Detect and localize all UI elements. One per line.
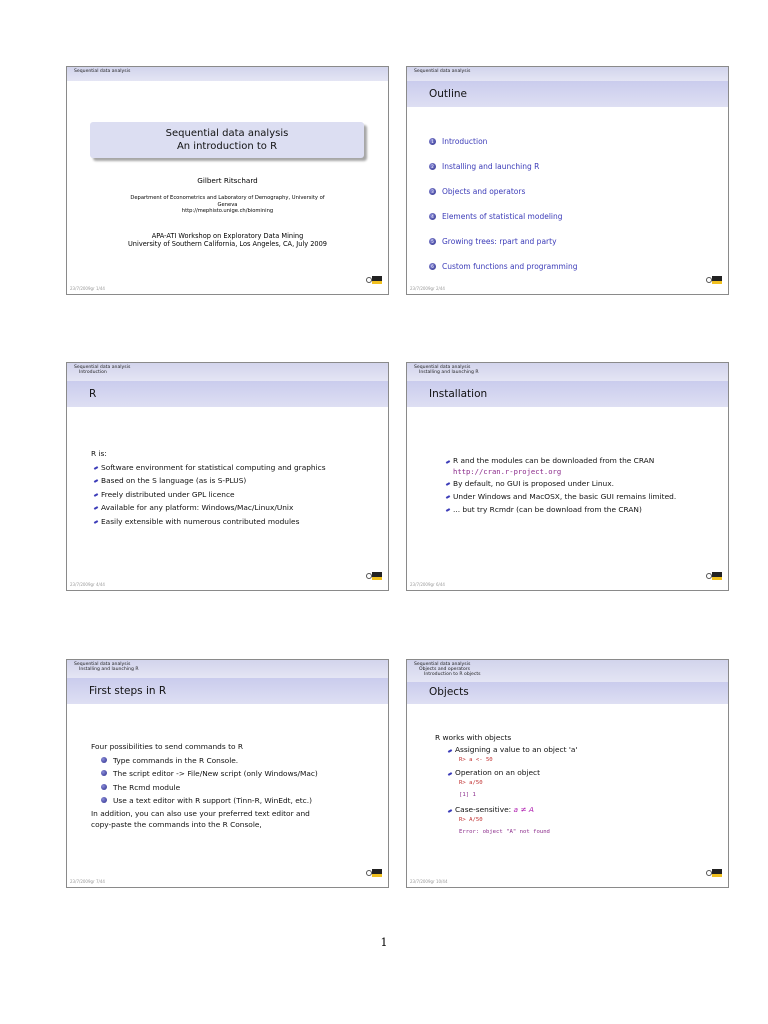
tail-text: In addition, you can also use your preferred text editor and: [91, 808, 310, 818]
slide-title: R: [89, 388, 97, 400]
breadcrumb-section: Installing and launching R: [79, 667, 139, 673]
breadcrumb: Sequential data analysis: [74, 69, 131, 74]
slide-footer: 23/7/2009gr 7/44: [70, 879, 105, 884]
presentation-title: Sequential data analysis: [165, 128, 289, 139]
slide-header: [407, 363, 728, 381]
list-item: Easily extensible with numerous contributed modules: [101, 515, 326, 529]
breadcrumb-section: Introduction: [79, 370, 107, 376]
slide-header: [67, 660, 388, 678]
breadcrumb: Sequential data analysis: [414, 365, 471, 370]
affiliation-line: Department of Econometrics and Laboratory of Demography, University of: [130, 195, 325, 201]
section-number-icon: 3: [429, 188, 436, 195]
list-item-text: The script editor -> File/New script (only Windows/Mac): [113, 769, 318, 778]
slide-footer: 23/7/2009gr 1/44: [70, 286, 105, 291]
lead-text: R is:: [91, 449, 107, 458]
code-output: [1] 1: [459, 792, 476, 798]
slide-titlebar: [67, 381, 388, 407]
list-item: Under Windows and MacOSX, the basic GUI remains limited.: [453, 492, 677, 501]
section-number-icon: 1: [429, 138, 436, 145]
section-number-icon: 4: [429, 213, 436, 220]
list-item-text: Case-sensitive:: [455, 805, 512, 814]
slide-titlebar: [407, 381, 728, 407]
list-item: [111, 794, 318, 808]
slide-title: Objects: [429, 686, 469, 698]
list-item-text: Use a text editor with R support (Tinn-R, WinEdt, etc.): [113, 796, 312, 805]
outline-link[interactable]: Introduction: [442, 137, 488, 146]
outline-item[interactable]: [429, 229, 577, 254]
affiliation: [67, 195, 388, 215]
slide-titlebar: [407, 81, 728, 107]
slide-title: Outline: [429, 88, 467, 100]
math-expression: a ≠ A: [513, 805, 534, 814]
slide-installation: [406, 362, 729, 591]
bullet-ball-icon: [101, 797, 107, 803]
list-item: [455, 744, 577, 765]
slide-header: [407, 660, 728, 682]
unige-logo-icon: [706, 276, 722, 285]
affiliation-line: Geneva: [217, 201, 238, 208]
presentation-subtitle: An introduction to R: [176, 141, 278, 152]
bullet-ball-icon: [101, 770, 107, 776]
slide-footer: 23/7/2009gr 10/44: [410, 879, 448, 884]
list-item: [111, 754, 318, 768]
breadcrumb-section: Objects and operators: [419, 667, 471, 673]
outline-link[interactable]: Objects and operators: [442, 187, 526, 196]
breadcrumb: Sequential data analysis: [74, 365, 131, 370]
slide-r: [66, 362, 389, 591]
slide-title: [66, 66, 389, 295]
cran-url-link[interactable]: http://cran.r-project.org: [453, 467, 562, 476]
slide-outline: [406, 66, 729, 295]
lead-text: Four possibilities to send commands to R: [91, 742, 243, 751]
bullet-ball-icon: [101, 784, 107, 790]
unige-logo-icon: [366, 276, 382, 285]
breadcrumb: Sequential data analysis: [414, 69, 471, 74]
event-line: University of Southern California, Los Angeles, CA, July 2009: [127, 240, 327, 249]
slide-footer: 23/7/2009gr 4/44: [70, 582, 105, 587]
outline-list: [429, 129, 577, 279]
slide-content: [91, 447, 326, 528]
code-line: R> A/50: [459, 817, 483, 823]
breadcrumb-subsection: Introduction to R objects: [424, 672, 481, 678]
list-item-text: Assigning a value to an object 'a': [455, 745, 578, 754]
outline-link[interactable]: Custom functions and programming: [442, 262, 578, 271]
list-item-text: Type commands in the R Console.: [113, 755, 239, 765]
slide-footer: 23/7/2009gr 6/44: [410, 582, 445, 587]
unige-logo-icon: [366, 869, 382, 878]
outline-item[interactable]: [429, 204, 577, 229]
slide-content: [91, 740, 318, 830]
unige-logo-icon: [706, 572, 722, 581]
tail-text: copy-paste the commands into the R Console,: [91, 819, 262, 829]
slide-content: [443, 455, 676, 516]
list-item: [455, 767, 577, 800]
breadcrumb: Sequential data analysis: [74, 662, 131, 667]
list-item-text: Operation on an object: [455, 768, 541, 777]
code-line: R> a <- 50: [459, 757, 493, 763]
list-item: Freely distributed under GPL licence: [101, 488, 326, 502]
outline-item[interactable]: [429, 179, 577, 204]
section-number-icon: 2: [429, 163, 436, 170]
page-number: 1: [380, 936, 388, 949]
list-item: [453, 455, 676, 477]
slide-titlebar: [407, 682, 728, 704]
slide-header: [67, 363, 388, 381]
list-item-text: R and the modules can be downloaded from the CRAN: [453, 456, 655, 465]
slide-title: Installation: [429, 388, 488, 400]
section-number-icon: 6: [429, 263, 436, 270]
event-line: APA-ATI Workshop on Exploratory Data Mining: [151, 232, 304, 240]
breadcrumb: Sequential data analysis: [414, 662, 471, 667]
unige-logo-icon: [366, 572, 382, 581]
code-output: Error: object "A" not found: [459, 829, 550, 835]
slide-header: [67, 67, 388, 81]
slide-title: First steps in R: [89, 685, 167, 697]
list-item: Available for any platform: Windows/Mac/Linux/Unix: [101, 501, 326, 515]
outline-item[interactable]: [429, 154, 577, 179]
slide-content: [435, 732, 577, 837]
slide-objects: [406, 659, 729, 888]
affiliation-url: http://mephisto.unige.ch/biomining: [181, 208, 274, 215]
list-item: [455, 804, 577, 837]
slide-footer: 23/7/2009gr 2/44: [410, 286, 445, 291]
slide-titlebar: [67, 678, 388, 704]
breadcrumb-section: Installing and launching R: [419, 370, 479, 376]
lead-text: R works with objects: [435, 733, 512, 742]
outline-item[interactable]: [429, 129, 577, 154]
list-item: Software environment for statistical computing and graphics: [101, 461, 326, 475]
list-item-text: The Rcmd module: [113, 782, 181, 792]
event: [67, 232, 388, 248]
outline-item[interactable]: [429, 254, 577, 279]
unige-logo-icon: [706, 869, 722, 878]
section-number-icon: 5: [429, 238, 436, 245]
bullet-ball-icon: [101, 757, 107, 763]
outline-link[interactable]: Installing and launching R: [442, 162, 540, 171]
list-item: [111, 781, 318, 795]
slide-first-steps: [66, 659, 389, 888]
list-item: [111, 767, 318, 781]
author: Gilbert Ritschard: [197, 176, 258, 185]
list-item: Based on the S language (as is S-PLUS): [101, 474, 326, 488]
outline-link[interactable]: Elements of statistical modeling: [442, 212, 563, 221]
slide-header: [407, 67, 728, 81]
title-box: [90, 122, 364, 158]
code-line: R> a/50: [459, 780, 483, 786]
list-item: ... but try Rcmdr (can be download from the CRAN): [453, 503, 676, 516]
outline-link[interactable]: Growing trees: rpart and party: [442, 237, 557, 246]
list-item: By default, no GUI is proposed under Linux.: [453, 477, 676, 490]
